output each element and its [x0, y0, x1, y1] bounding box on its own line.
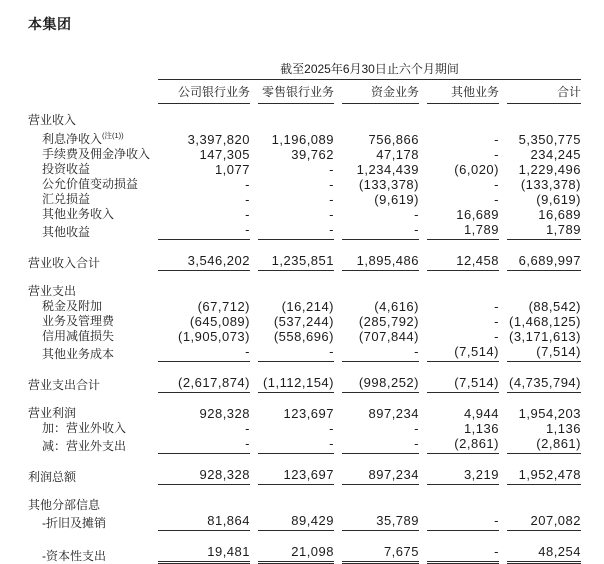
- value-cell: 207,082: [507, 513, 581, 531]
- period-header-row: [28, 60, 604, 80]
- value-cell: (537,244): [273, 314, 334, 329]
- value-cell: (2,617,874): [158, 375, 250, 393]
- row-label: 营业收入合计: [28, 256, 101, 270]
- table-row: [28, 147, 604, 162]
- value-cell: 928,328: [199, 406, 250, 421]
- value-cell: 3,546,202: [158, 253, 250, 271]
- table-row: [28, 406, 604, 421]
- segment-table: [28, 60, 604, 564]
- value-cell: 1,136: [463, 421, 499, 436]
- table-row: [28, 299, 604, 314]
- column-header-others: 其他业务: [427, 80, 499, 104]
- value-cell: 1,234,439: [356, 162, 419, 177]
- value-cell: 89,429: [258, 513, 334, 531]
- value-cell: (4,735,794): [507, 375, 581, 393]
- value-cell: -: [158, 436, 250, 454]
- value-cell: (2,861): [427, 436, 499, 454]
- value-cell: 5,350,775: [518, 132, 581, 147]
- value-cell: 3,219: [427, 467, 499, 485]
- value-cell: -: [258, 222, 334, 240]
- column-header-corporate-banking: 公司银行业务: [158, 80, 250, 104]
- table-body: [28, 113, 604, 564]
- value-cell: (6,020): [454, 162, 499, 177]
- value-cell: 21,098: [258, 544, 334, 564]
- value-cell: 1,895,486: [342, 253, 419, 271]
- value-cell: 12,458: [427, 253, 499, 271]
- table-row: [28, 162, 604, 177]
- row-spacer: [28, 362, 604, 375]
- column-header-total: 合计: [507, 80, 581, 104]
- value-cell: -: [329, 207, 334, 222]
- row-label: 手续费及佣金净收入: [42, 147, 151, 161]
- table-row: [28, 375, 604, 393]
- value-cell: -: [258, 436, 334, 454]
- row-label: 加：营业外收入: [42, 421, 127, 435]
- row-label: 利息净收入$^{(注(1))}$: [42, 131, 124, 146]
- table-row: [28, 177, 604, 192]
- value-cell: -: [258, 344, 334, 362]
- value-cell: 1,077: [214, 162, 250, 177]
- row-label: 税金及附加: [42, 299, 103, 313]
- value-cell: (645,089): [189, 314, 250, 329]
- value-cell: 123,697: [258, 467, 334, 485]
- row-spacer: [28, 531, 604, 544]
- value-cell: (998,252): [342, 375, 419, 393]
- value-cell: -: [494, 177, 499, 192]
- table-row: [28, 344, 604, 362]
- value-cell: -: [329, 177, 334, 192]
- row-label: 其他收益: [42, 225, 91, 239]
- row-label: 其他业务成本: [42, 347, 115, 361]
- value-cell: -: [414, 421, 419, 436]
- value-cell: -: [414, 207, 419, 222]
- table-row: [28, 284, 604, 299]
- value-cell: -: [342, 222, 419, 240]
- row-label: 公允价值变动损益: [42, 177, 139, 191]
- value-cell: -: [427, 544, 499, 564]
- row-label: 营业利润: [28, 406, 77, 420]
- row-label: -折旧及摊销: [42, 516, 106, 530]
- table-row: [28, 314, 604, 329]
- table-row: [28, 222, 604, 240]
- value-cell: (1,468,125): [509, 314, 581, 329]
- value-cell: 123,697: [283, 406, 334, 421]
- value-cell: -: [245, 421, 250, 436]
- table-row: [28, 207, 604, 222]
- value-cell: (707,844): [358, 329, 419, 344]
- page-title: 本集团: [28, 16, 72, 32]
- value-cell: 756,866: [368, 132, 419, 147]
- row-label: 利润总额: [28, 470, 77, 484]
- footnote-ref: (注(1)): [102, 131, 124, 140]
- value-cell: (16,214): [281, 299, 334, 314]
- value-cell: -: [329, 421, 334, 436]
- value-cell: (2,861): [507, 436, 581, 454]
- value-cell: 897,234: [342, 467, 419, 485]
- value-cell: -: [494, 147, 499, 162]
- value-cell: -: [342, 344, 419, 362]
- row-spacer: [28, 454, 604, 467]
- row-label: 投资收益: [42, 162, 91, 176]
- value-cell: 39,762: [291, 147, 334, 162]
- value-cell: -: [427, 513, 499, 531]
- row-label: 业务及管理费: [42, 314, 115, 328]
- value-cell: (9,619): [374, 192, 419, 207]
- value-cell: (1,905,073): [178, 329, 250, 344]
- row-label: -资本性支出: [42, 549, 106, 563]
- value-cell: -: [494, 192, 499, 207]
- value-cell: (67,712): [197, 299, 250, 314]
- table-row: [28, 113, 604, 128]
- value-cell: (7,514): [427, 375, 499, 393]
- value-cell: 1,196,089: [271, 132, 334, 147]
- value-cell: 3,397,820: [187, 132, 250, 147]
- value-cell: 16,689: [538, 207, 581, 222]
- value-cell: -: [494, 329, 499, 344]
- value-cell: 19,481: [158, 544, 250, 564]
- value-cell: 48,254: [507, 544, 581, 564]
- value-cell: 1,954,203: [518, 406, 581, 421]
- value-cell: 1,952,478: [507, 467, 581, 485]
- table-row: [28, 513, 604, 531]
- value-cell: -: [329, 192, 334, 207]
- value-cell: (7,514): [427, 344, 499, 362]
- value-cell: -: [245, 192, 250, 207]
- value-cell: (285,792): [358, 314, 419, 329]
- value-cell: (133,378): [520, 177, 581, 192]
- value-cell: 6,689,997: [507, 253, 581, 271]
- row-spacer: [28, 271, 604, 284]
- value-cell: 1,229,496: [518, 162, 581, 177]
- row-label: 其他业务收入: [42, 207, 115, 221]
- value-cell: -: [158, 344, 250, 362]
- value-cell: (88,542): [528, 299, 581, 314]
- table-row: [28, 544, 604, 564]
- table-row: [28, 467, 604, 485]
- value-cell: 1,235,851: [258, 253, 334, 271]
- value-cell: -: [245, 207, 250, 222]
- row-spacer: [28, 393, 604, 406]
- value-cell: (133,378): [358, 177, 419, 192]
- value-cell: -: [494, 132, 499, 147]
- value-cell: -: [494, 299, 499, 314]
- value-cell: 1,136: [545, 421, 581, 436]
- row-label: 其他分部信息: [28, 498, 101, 512]
- value-cell: 4,944: [463, 406, 499, 421]
- value-cell: (9,619): [536, 192, 581, 207]
- value-cell: (558,696): [273, 329, 334, 344]
- value-cell: 1,789: [427, 222, 499, 240]
- column-header-retail-banking: 零售银行业务: [258, 80, 334, 104]
- value-cell: 81,864: [158, 513, 250, 531]
- value-cell: 897,234: [368, 406, 419, 421]
- period-header: 截至2025年6月30日止六个月期间: [158, 60, 581, 80]
- row-label: 信用减值损失: [42, 329, 115, 343]
- row-label: 营业收入: [28, 113, 77, 127]
- value-cell: 928,328: [158, 467, 250, 485]
- row-label: 减：营业外支出: [42, 439, 127, 453]
- value-cell: (7,514): [507, 344, 581, 362]
- value-cell: -: [494, 314, 499, 329]
- row-spacer: [28, 485, 604, 498]
- value-cell: 147,305: [199, 147, 250, 162]
- value-cell: (4,616): [374, 299, 419, 314]
- value-cell: -: [245, 177, 250, 192]
- value-cell: 35,789: [342, 513, 419, 531]
- table-row: [28, 128, 604, 147]
- table-row: [28, 436, 604, 454]
- value-cell: (1,112,154): [258, 375, 334, 393]
- value-cell: (3,171,613): [509, 329, 581, 344]
- table-row: [28, 421, 604, 436]
- value-cell: 1,789: [507, 222, 581, 240]
- table-row: [28, 253, 604, 271]
- row-label: 营业支出: [28, 284, 77, 298]
- value-cell: -: [329, 162, 334, 177]
- value-cell: 234,245: [530, 147, 581, 162]
- row-label: 营业支出合计: [28, 378, 101, 392]
- value-cell: 47,178: [376, 147, 419, 162]
- table-row: [28, 192, 604, 207]
- value-cell: 7,675: [342, 544, 419, 564]
- row-label: 汇兑损益: [42, 192, 91, 206]
- value-cell: 16,689: [456, 207, 499, 222]
- value-cell: -: [158, 222, 250, 240]
- value-cell: -: [342, 436, 419, 454]
- table-row: [28, 329, 604, 344]
- column-header-treasury: 资金业务: [342, 80, 419, 104]
- column-header-row: [28, 80, 604, 104]
- row-spacer: [28, 240, 604, 253]
- table-row: [28, 498, 604, 513]
